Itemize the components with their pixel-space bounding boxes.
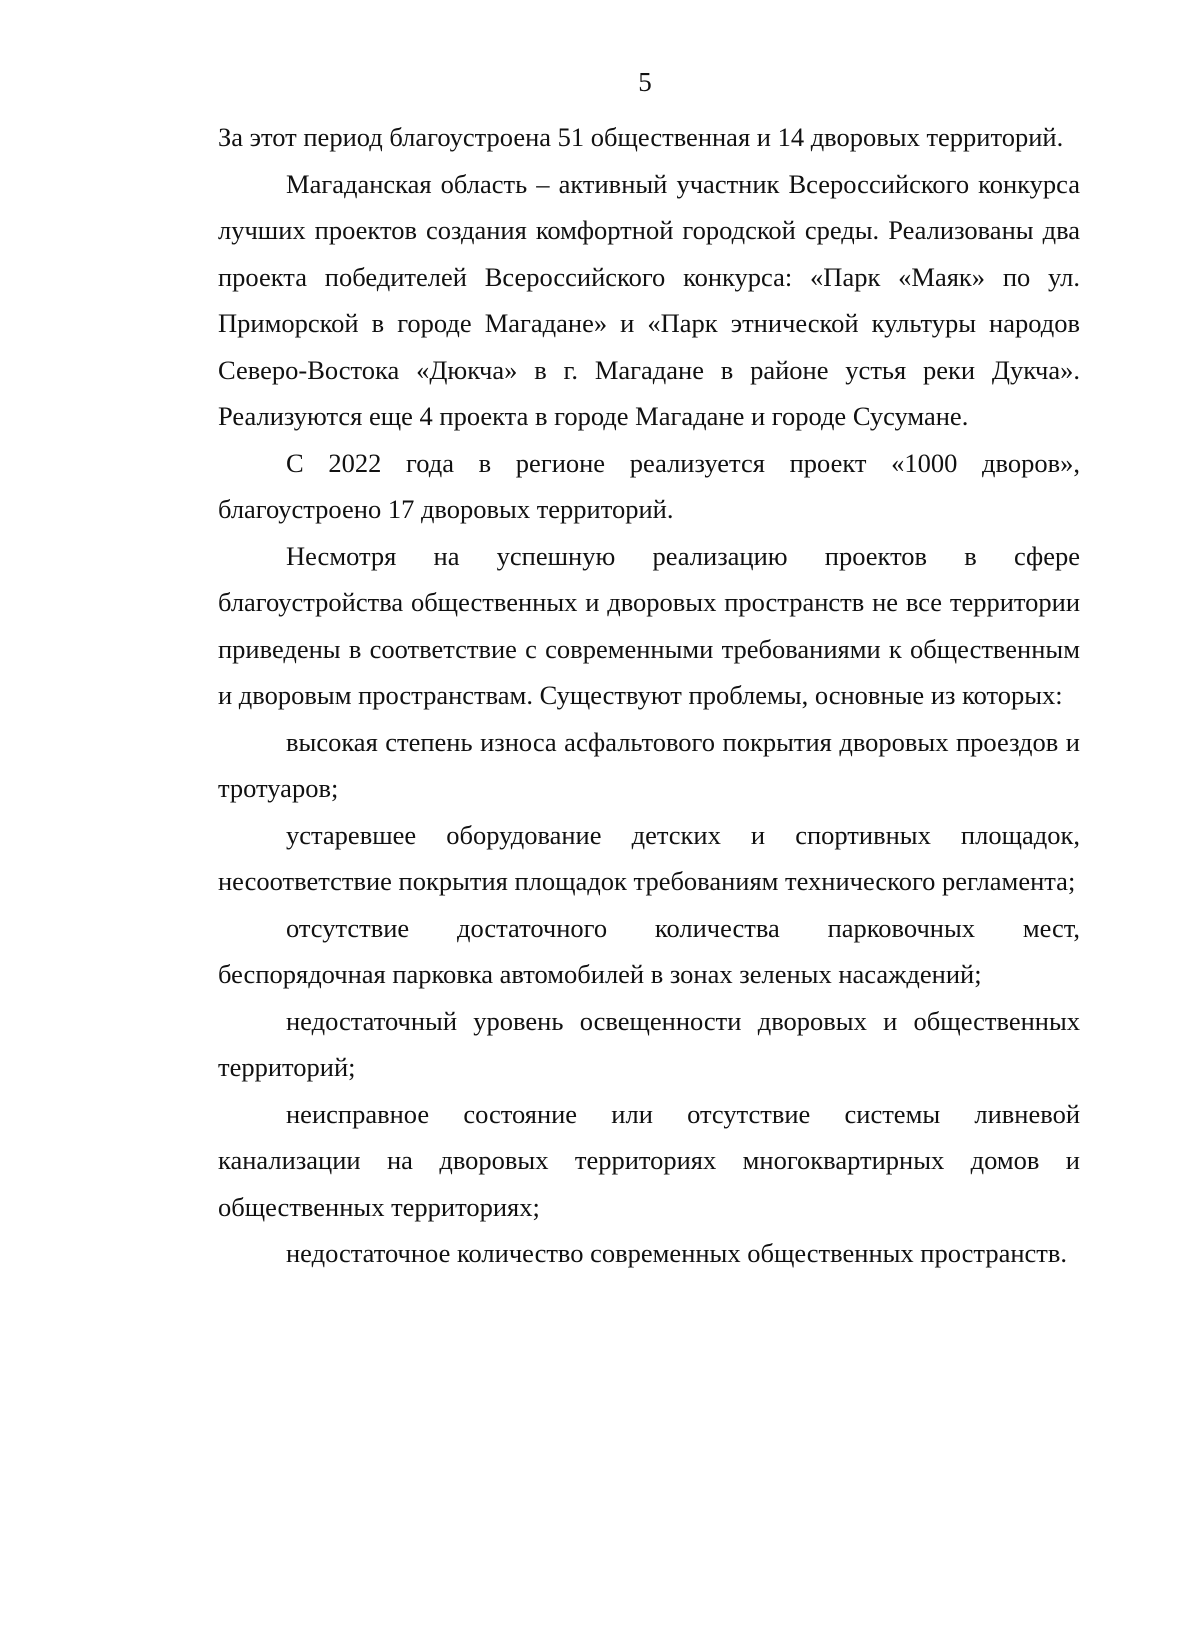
paragraph-period-results: За этот период благоустроена 51 общественная и 14 дворовых территорий.	[218, 122, 1064, 152]
problem-item-public-spaces: недостаточное количество современных общественных пространств.	[286, 1238, 1067, 1268]
page-number: 5	[638, 67, 652, 97]
problem-item-lighting: недостаточный уровень освещенности дворовых и общественных территорий;	[218, 1005, 1080, 1082]
problem-item-playgrounds: устаревшее оборудование детских и спортивных площадок, несоответствие покрытия площадок требованиям технического регламента;	[218, 819, 1080, 896]
paragraph-problems-intro: Несмотря на успешную реализацию проектов в сфере благоустройства общественных и дворовых пространств не все территории приведены в соответствие с современными требованиями к общественным и дворовым пространствам. Существуют проблемы, основные из которых:	[218, 540, 1080, 710]
document-body	[218, 114, 1080, 1277]
problem-item-asphalt: высокая степень износа асфальтового покрытия дворовых проездов и тротуаров;	[218, 726, 1080, 803]
paragraph-1000-yards: С 2022 года в регионе реализуется проект «1000 дворов», благоустроено 17 дворовых территорий.	[218, 447, 1080, 524]
problem-item-parking: отсутствие достаточного количества парковочных мест, беспорядочная парковка автомобилей в зонах зеленых насаждений;	[218, 912, 1080, 989]
paragraph-competition: Магаданская область – активный участник Всероссийского конкурса лучших проектов создания комфортной городской среды. Реализованы два проекта победителей Всероссийского конкурса: «Парк «Маяк» по ул. Приморской в городе Магадане» и «Парк этнической культуры народов Северо-Востока «Дюкча» в г. Магадане в районе устья реки Дукча». Реализуются еще 4 проекта в городе Магадане и городе Сусумане.	[218, 168, 1080, 431]
problem-item-drainage: неисправное состояние или отсутствие системы ливневой канализации на дворовых территориях многоквартирных домов и общественных территориях;	[218, 1098, 1080, 1222]
